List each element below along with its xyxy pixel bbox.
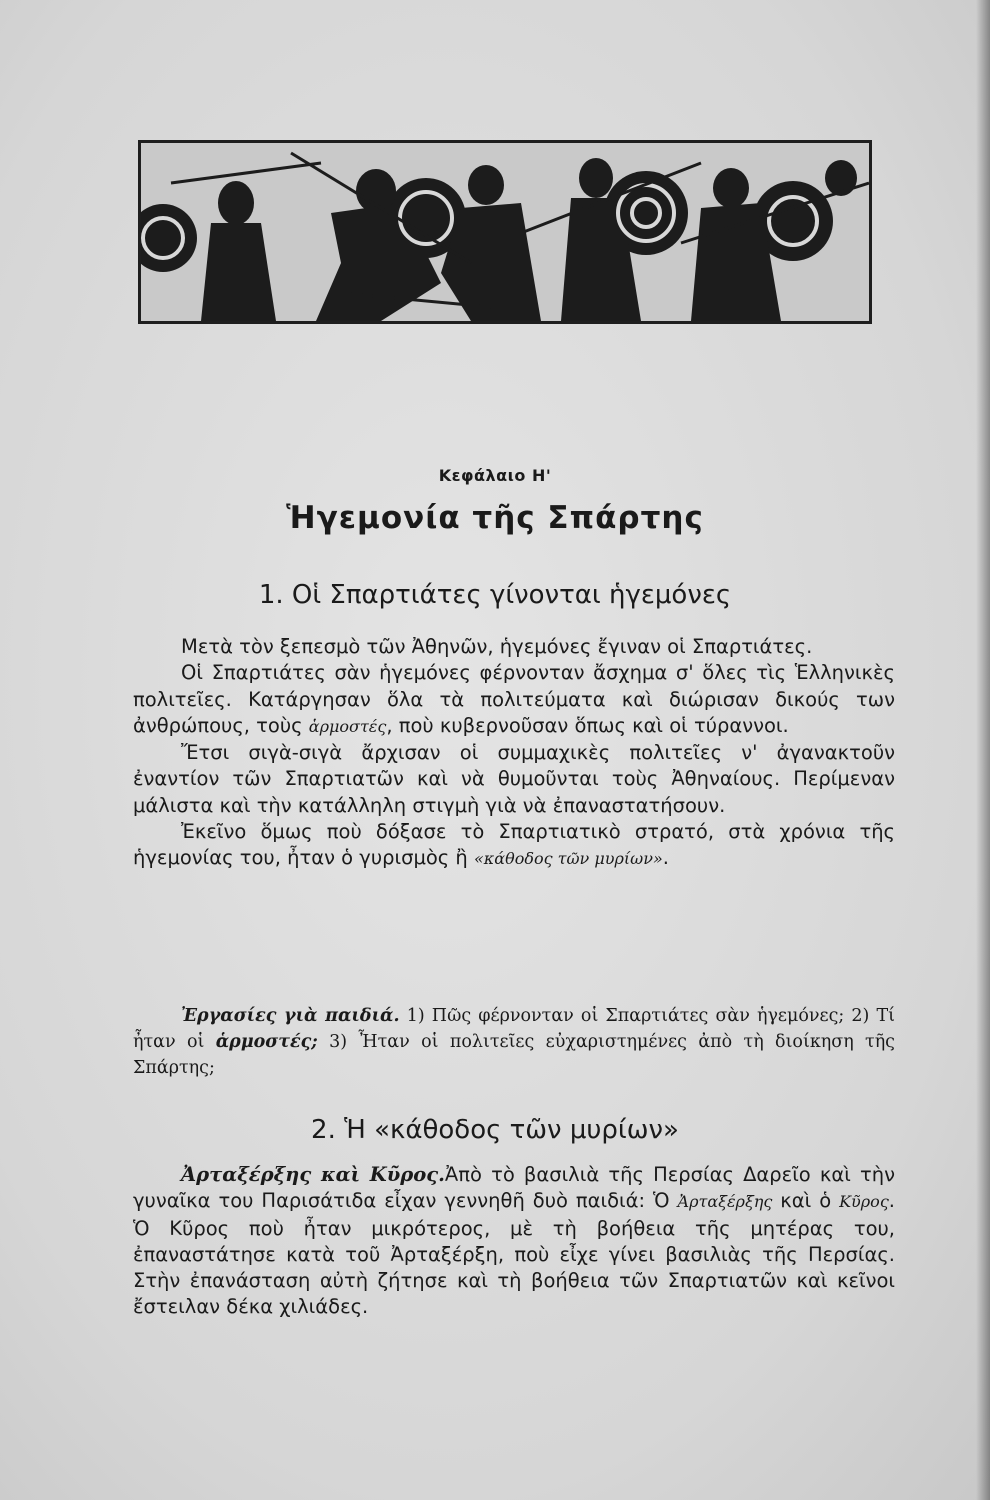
paragraph-text: Ἀπὸ τὸ βασιλιὰ τῆς Περσίας Δαρεῖο καὶ τὴν γυναῖκα του Παρισάτιδα εἶχαν γεννηθῆ δυὸ παιδιά: Ὁ <box>133 1163 896 1213</box>
chapter-label: Κεφάλαιο Η' <box>438 466 552 485</box>
exercises-label: Ἐργασίες γιὰ παιδιά. <box>181 1006 400 1026</box>
term-harmostes: ἁρμοστές <box>308 716 387 736</box>
exercises-block <box>133 1003 895 1081</box>
paragraph-text: Μετὰ τὸν ξεπεσμὸ τῶν Ἀθηνῶν, ἡγεμόνες ἔγιναν οἱ Σπαρτιάτες. <box>181 635 813 658</box>
chapter-title: Ἡγεμονία τῆς Σπάρτης <box>286 500 704 536</box>
paragraph <box>133 1003 895 1081</box>
lead-heading: Ἀρταξέρξης καὶ Κῦρος. <box>181 1163 445 1186</box>
paragraph-text: Οἱ Σπαρτιάτες σὰν ἡγεμόνες φέρνονταν ἄσχημα σ' ὅλες τὶς Ἑλληνικὲς πολιτεῖες. Κατάργησαν ὅλα τὰ πολιτεύματα καὶ διώρισαν δικούς των ἀνθρώπους, τοὺς <box>133 661 895 737</box>
paragraph-text: Ἔτσι σιγὰ-σιγὰ ἄρχισαν οἱ συμμαχικὲς πολιτεῖες ν' ἀγανακτοῦν ἐναντίον τῶν Σπαρτιατῶν καὶ νὰ θυμοῦνται τοὺς Ἀθηναίους. Περίμεναν μάλιστα καὶ τὴν κατάλληλη στιγμὴ γιὰ νὰ ἐπαναστατήσουν. <box>133 741 895 817</box>
section-2-title: 2. Ἡ «κάθοδος τῶν μυρίων» <box>311 1115 679 1145</box>
exercise-text: 3) Ἦταν οἱ πολιτεῖες εὐχαριστημένες ἀπὸ τὴ διοίκηση τῆς Σπάρτης; <box>133 1032 895 1078</box>
name-artaxerxes: Ἀρταξέρξης <box>677 1192 773 1212</box>
section-1-title: 1. Οἱ Σπαρτιάτες γίνονται ἡγεμόνες <box>258 580 732 610</box>
paragraph-text: , ποὺ κυβερνοῦσαν ὅπως καὶ οἱ τύραννοι. <box>386 713 789 737</box>
page-edge-shadow <box>976 0 990 1500</box>
paragraph <box>133 634 895 660</box>
paragraph-text: καὶ ὁ <box>772 1189 840 1213</box>
paragraph-text: . Ὁ Κῦρος ποὺ ἦταν μικρότερος, μὲ τὴ βοήθεια τῆς μητέρας του, ἐπαναστάτησε κατὰ τοῦ Ἀρταξέρξη, ποὺ εἶχε γίνει βασιλιὰς τῆς Περσίας. Στὴν ἐπανάσταση αὐτὴ ζήτησε καὶ τὴ βοήθεια τῶν Σπαρτιατῶν καὶ κεῖνοι ἔστειλαν δέκα χιλιάδες. <box>133 1189 895 1319</box>
section-1-body <box>133 634 895 873</box>
section-2-body <box>133 1162 895 1321</box>
paragraph-text: Ἐκεῖνο ὅμως ποὺ δόξασε τὸ Σπαρτιατικὸ στρατό, στὰ χρόνια τῆς ἡγεμονίας του, ἦταν ὁ γυρισμὸς ἢ <box>133 820 895 870</box>
warriors-frieze-icon <box>138 140 872 324</box>
paragraph <box>133 819 895 873</box>
exercise-text: 1) Πῶς φέρνονταν οἱ Σπαρτιάτες σὰν ἡγεμόνες; 2) Τί ἦταν οἱ <box>133 1006 896 1052</box>
name-kyros: Κῦρος <box>839 1192 889 1212</box>
paragraph <box>133 740 895 819</box>
paragraph <box>133 660 895 740</box>
exercise-term: ἁρμοστές; <box>215 1032 318 1052</box>
paragraph-text: . <box>662 846 669 870</box>
term-kathodos: «κάθοδος τῶν μυρίων» <box>473 849 663 869</box>
paragraph <box>133 1162 895 1321</box>
